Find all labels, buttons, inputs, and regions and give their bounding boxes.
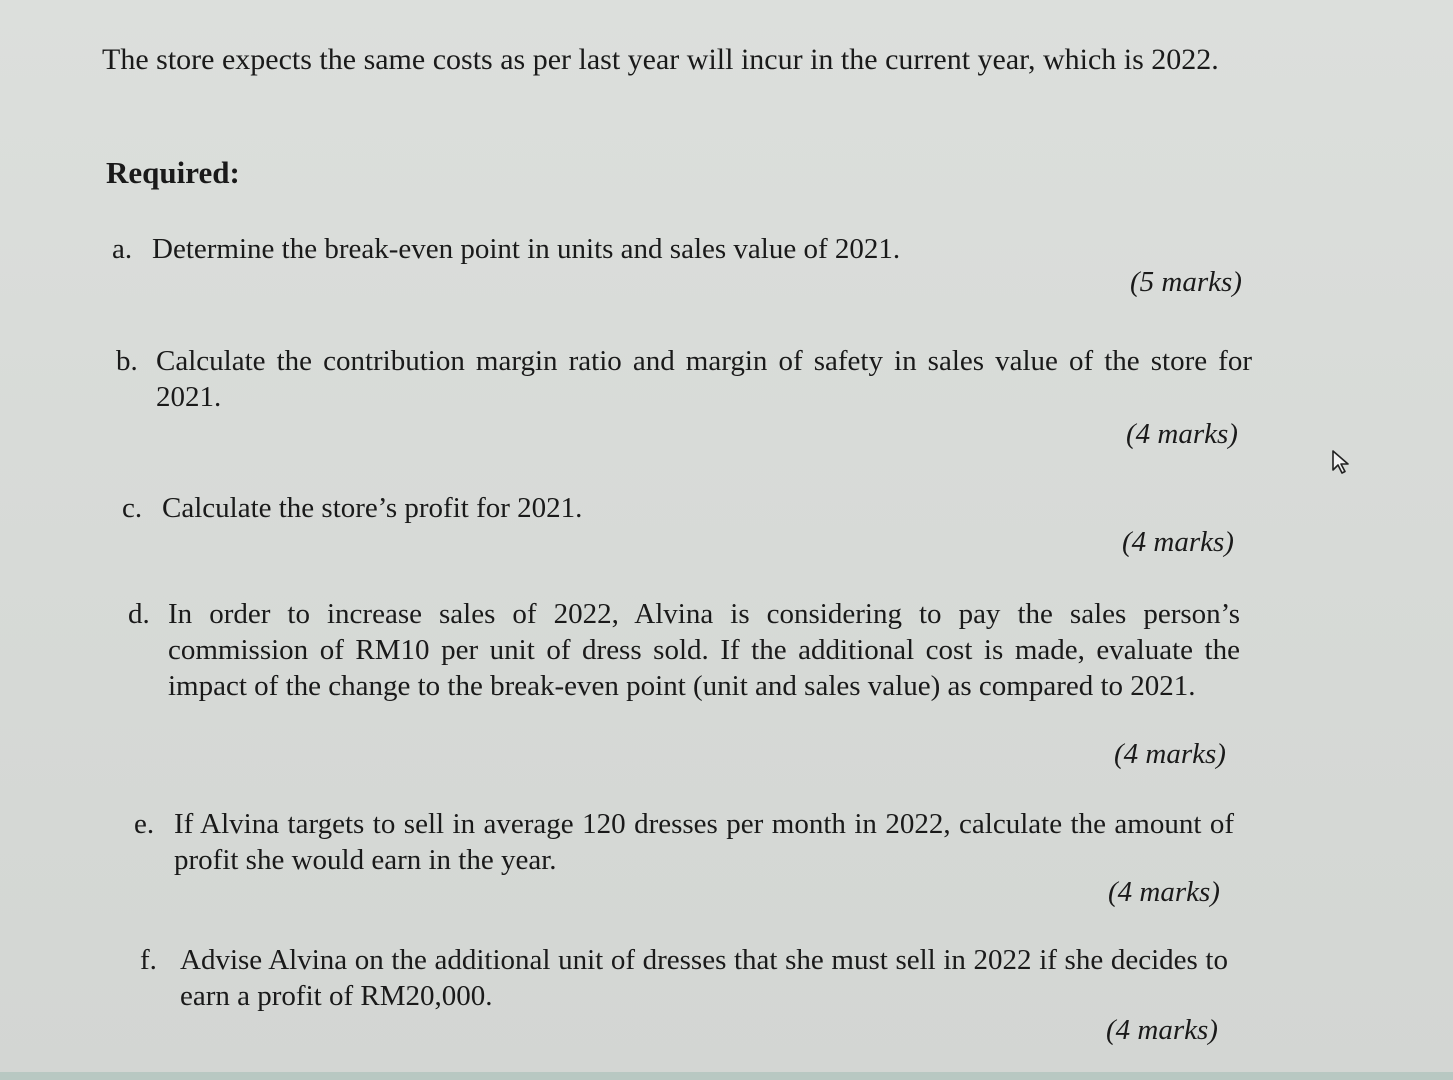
question-text: Advise Alvina on the additional unit of dresses that she must sell in 2022 if she decides to earn a profit of RM20,000. <box>180 944 1228 1012</box>
question-letter: c. <box>122 492 143 524</box>
question-d <box>128 596 1240 704</box>
question-letter: b. <box>116 345 138 377</box>
marks-label: (4 marks) <box>1114 738 1226 770</box>
marks-label: (5 marks) <box>1130 266 1242 298</box>
marks-label: (4 marks) <box>1108 876 1220 908</box>
question-a <box>112 231 1012 267</box>
question-text: Calculate the contribution margin ratio and margin of safety in sales value of the store for 2021. <box>156 345 1252 413</box>
intro-paragraph: The store expects the same costs as per last year will incur in the current year, which is 2022. <box>102 43 1219 76</box>
mouse-pointer-icon <box>1330 448 1358 476</box>
question-text: Calculate the store’s profit for 2021. <box>162 492 583 524</box>
marks-label: (4 marks) <box>1126 418 1238 450</box>
question-letter: f. <box>140 944 157 976</box>
marks-label: (4 marks) <box>1106 1014 1218 1046</box>
required-heading: Required: <box>106 155 240 190</box>
marks-label: (4 marks) <box>1122 526 1234 558</box>
question-f <box>140 942 1228 1014</box>
question-e <box>134 806 1234 878</box>
question-letter: a. <box>112 233 133 265</box>
question-b <box>116 343 1252 415</box>
question-letter: d. <box>128 598 150 630</box>
screen-bottom-edge <box>0 1072 1453 1080</box>
question-text: In order to increase sales of 2022, Alvina is considering to pay the sales person’s commission of RM10 per unit of dress sold. If the additional cost is made, evaluate the impact of the change to the break-even point (unit and sales value) as compared to 2021. <box>168 598 1240 702</box>
question-text: If Alvina targets to sell in average 120 dresses per month in 2022, calculate the amount of profit she would earn in the year. <box>174 808 1234 876</box>
question-c <box>122 490 822 526</box>
question-text: Determine the break-even point in units and sales value of 2021. <box>152 233 901 265</box>
question-letter: e. <box>134 808 155 840</box>
